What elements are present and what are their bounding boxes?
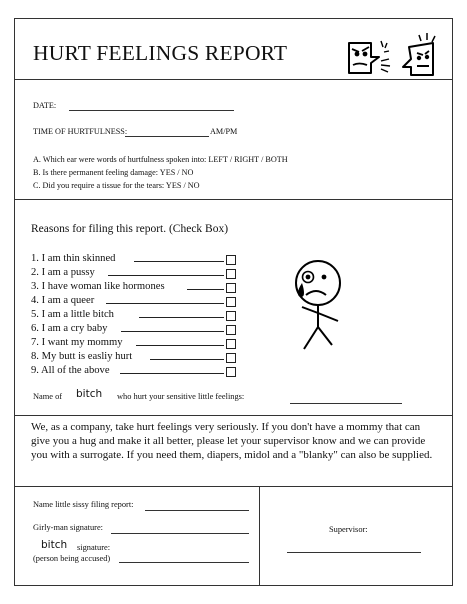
date-field[interactable] — [69, 110, 234, 111]
reason-7-label: 7. I want my mommy — [31, 337, 123, 348]
reason-6-line — [121, 331, 224, 332]
reason-5-line — [139, 317, 224, 318]
time-field[interactable] — [125, 136, 209, 137]
company-statement: We, as a company, take hurt feelings very seriously. If you don't have a mommy that can give you a hug and make it all better, please let your supervisor know and we can provide you with a surrogate. If you need them, diapers, midol and a "blanky" can also be supplied. — [31, 421, 433, 462]
reason-6-label: 6. I am a cry baby — [31, 323, 108, 334]
reason-8-checkbox[interactable] — [226, 353, 236, 363]
page-title: HURT FEELINGS REPORT — [33, 41, 288, 65]
signature-column-divider — [259, 487, 260, 585]
section-divider-1 — [15, 199, 452, 200]
reason-6-checkbox[interactable] — [226, 325, 236, 335]
girly-man-signature-field[interactable] — [111, 533, 249, 534]
reason-4-checkbox[interactable] — [226, 297, 236, 307]
accused-signature-field[interactable] — [119, 562, 249, 563]
reason-7-checkbox[interactable] — [226, 339, 236, 349]
reason-4-line — [106, 303, 224, 304]
reason-1-checkbox[interactable] — [226, 255, 236, 265]
reason-2-label: 2. I am a pussy — [31, 267, 95, 278]
reason-9-label: 9. All of the above — [31, 365, 110, 376]
reason-4-label: 4. I am a queer — [31, 295, 95, 306]
name-of-prefix: Name of — [33, 392, 63, 401]
header-divider — [15, 79, 452, 80]
time-label: TIME OF HURTFULNESS: — [33, 127, 128, 136]
reason-7-line — [136, 345, 224, 346]
filer-name-field[interactable] — [145, 510, 249, 511]
hurt-feelings-form — [14, 18, 453, 586]
accused-sub-label: (person being accused) — [33, 554, 111, 563]
reason-1-line — [134, 261, 224, 262]
question-tissue: C. Did you require a tissue for the tears: YES / NO — [33, 181, 200, 190]
question-damage: B. Is there permanent feeling damage: YES / NO — [33, 168, 194, 177]
reason-2-line — [108, 275, 224, 276]
reasons-title: Reasons for filing this report. (Check Box) — [31, 223, 229, 235]
accused-handwritten: bitch — [41, 539, 68, 551]
date-label: DATE: — [33, 101, 57, 110]
section-divider-3 — [15, 486, 452, 487]
reason-3-checkbox[interactable] — [226, 283, 236, 293]
reason-1-label: 1. I am thin skinned — [31, 253, 116, 264]
name-of-suffix: who hurt your sensitive little feelings: — [117, 392, 245, 401]
reason-9-checkbox[interactable] — [226, 367, 236, 377]
reason-5-label: 5. I am a little bitch — [31, 309, 114, 320]
supervisor-signature-field[interactable] — [287, 552, 421, 553]
question-ear: A. Which ear were words of hurtfulness spoken into: LEFT / RIGHT / BOTH — [33, 155, 288, 164]
reason-3-label: 3. I have woman like hormones — [31, 281, 165, 292]
angry-face-icon — [343, 35, 395, 79]
reason-9-line — [120, 373, 224, 374]
girly-man-label: Girly-man signature: — [33, 523, 104, 532]
name-of-handwritten: bitch — [76, 388, 103, 400]
reason-8-line — [150, 359, 224, 360]
section-divider-2 — [15, 415, 452, 416]
reason-3-line — [187, 289, 224, 290]
shouting-face-icon — [399, 33, 441, 81]
crying-face-icon — [280, 257, 360, 357]
offender-name-field[interactable] — [290, 403, 402, 404]
filer-name-label: Name little sissy filing report: — [33, 500, 134, 509]
accused-signature-label: signature: — [77, 543, 111, 552]
ampm-label: AM/PM — [210, 127, 238, 136]
supervisor-label: Supervisor: — [329, 525, 368, 534]
reason-2-checkbox[interactable] — [226, 269, 236, 279]
reason-8-label: 8. My butt is easliy hurt — [31, 351, 133, 362]
reason-5-checkbox[interactable] — [226, 311, 236, 321]
